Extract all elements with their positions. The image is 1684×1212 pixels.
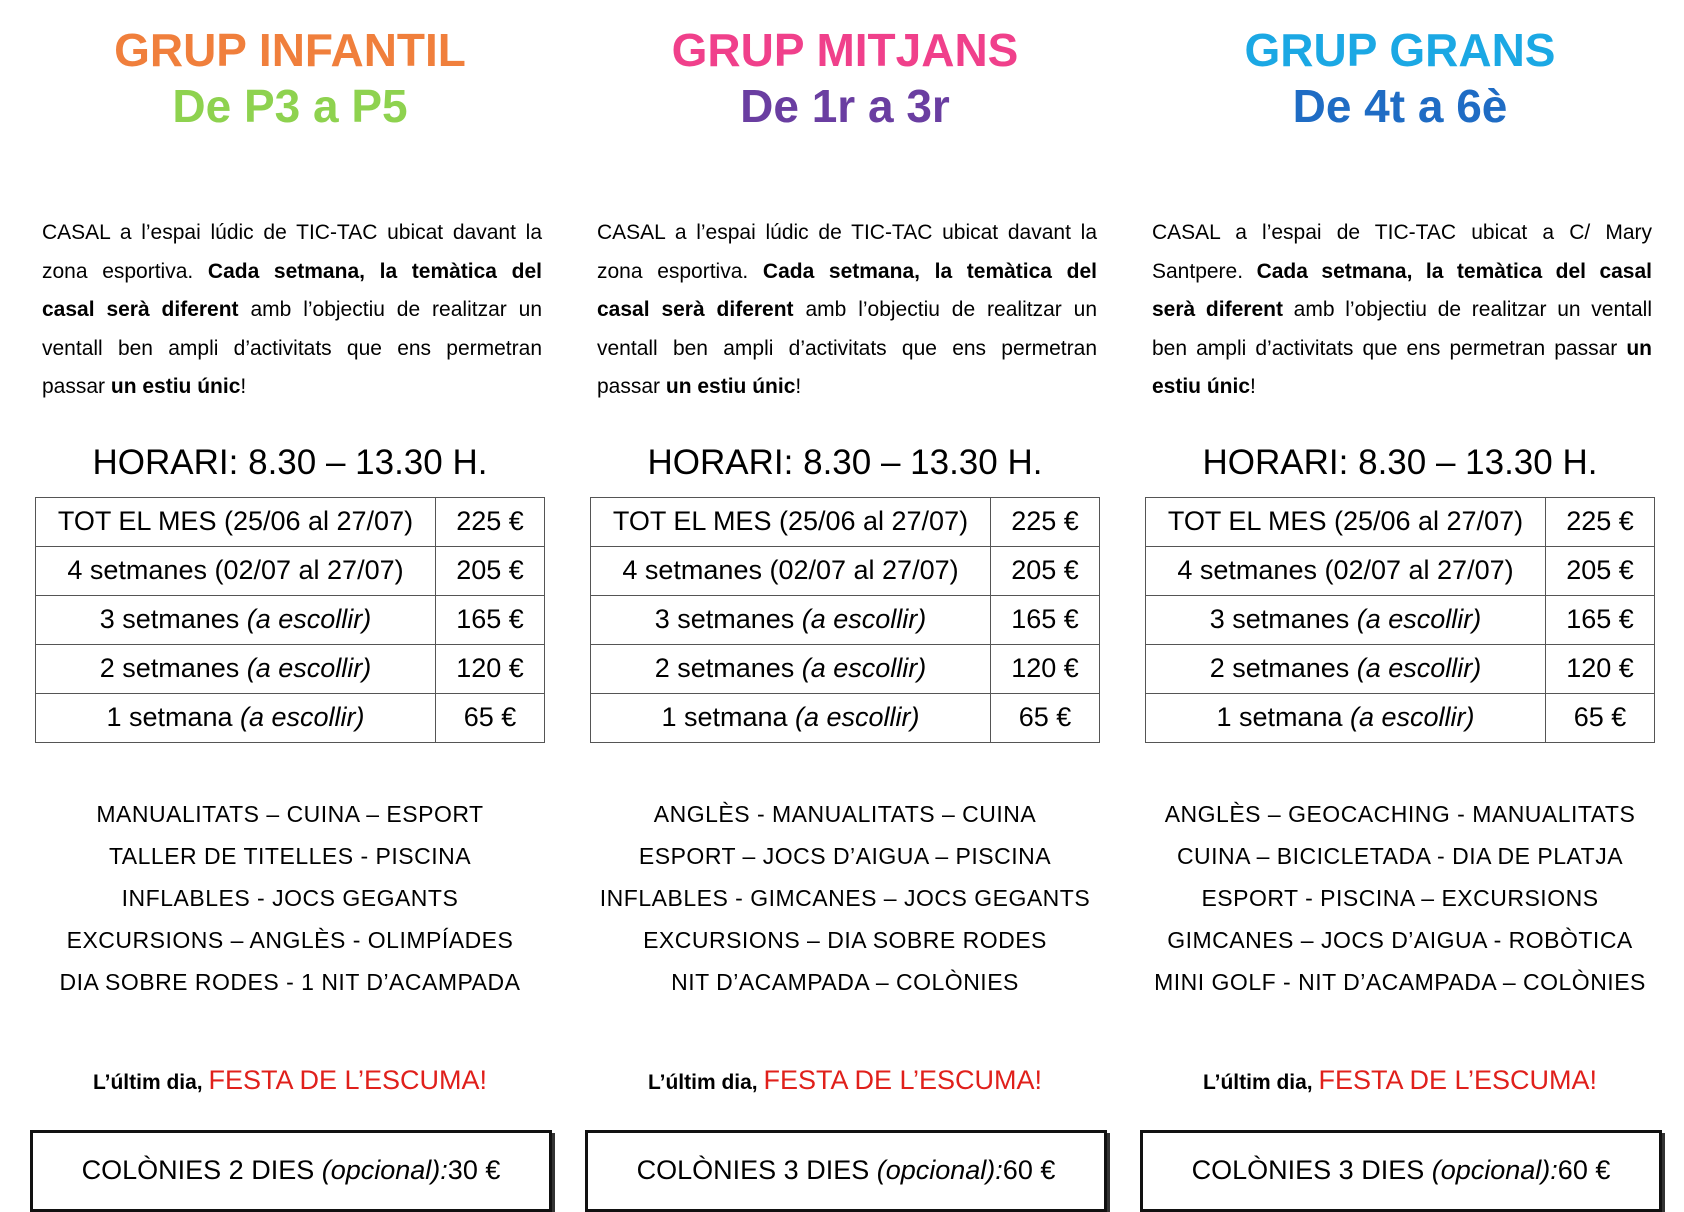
list-item: DIA SOBRE RODES - 1 NIT D’ACAMPADA (59, 968, 521, 995)
table-row (591, 644, 1100, 693)
colonies-box (585, 1130, 1107, 1212)
schedule-label: HORARI: (1202, 442, 1359, 482)
intro-bold: un estiu únic (1152, 336, 1652, 398)
last-day-label: L’últim dia, (92, 1070, 209, 1094)
table-row (591, 595, 1100, 644)
schedule-value: 8.30 – 13.30 H. (1358, 442, 1598, 482)
intro-bold: Cada setmana, la temàtica del casal serà diferent (42, 259, 542, 321)
list-item: GIMCANES – JOCS D’AIGUA - ROBÒTICA (1167, 926, 1633, 953)
price-label: 4 setmanes (02/07 al 27/07) (591, 546, 991, 595)
table-row (591, 497, 1100, 546)
group-intro (597, 214, 1097, 407)
colonies-note: (opcional): (876, 1155, 1003, 1185)
group-intro (1152, 214, 1652, 407)
table-row (591, 693, 1100, 742)
table-row (36, 546, 545, 595)
intro-text: amb l’objectiu de realitzar un ventall ben ampli d’activitats que ens permetran passar (42, 298, 542, 398)
intro-text: amb l’objectiu de realitzar un ventall ben ampli d’activitats que ens permetran passar (597, 298, 1097, 398)
table-row (36, 497, 545, 546)
intro-text: ! (1250, 375, 1256, 398)
intro-text: amb l’objectiu de realitzar un ventall ben ampli d’activitats que ens permetran passar (1152, 298, 1652, 360)
list-item: MANUALITATS – CUINA – ESPORT (96, 800, 484, 827)
last-day-note (30, 1063, 550, 1100)
price-amount: 225 € (436, 497, 545, 546)
group-grans (1140, 0, 1660, 1212)
price-label: 3 setmanes (a escollir) (1146, 595, 1546, 644)
schedule-label: HORARI: (647, 442, 804, 482)
price-amount: 120 € (991, 644, 1100, 693)
group-intro (42, 214, 542, 407)
list-item: ESPORT – JOCS D’AIGUA – PISCINA (638, 842, 1052, 869)
colonies-note: (opcional): (321, 1155, 448, 1185)
intro-bold: un estiu únic (665, 375, 796, 398)
list-item: CUINA – BICICLETADA - DIA DE PLATJA (1176, 842, 1624, 869)
colonies-box (30, 1130, 552, 1212)
colonies-price: 30 € (447, 1155, 501, 1185)
price-label: 1 setmana (a escollir) (591, 693, 991, 742)
intro-text: ! (795, 375, 802, 398)
intro-text: CASAL a l’espai lúdic de TIC-TAC ubicat davant la zona esportiva. (42, 221, 542, 283)
colonies-label: COLÒNIES 3 DIES (1191, 1155, 1425, 1185)
price-table (590, 497, 1100, 743)
activities-list (1140, 793, 1660, 1003)
price-amount: 65 € (436, 693, 545, 742)
table-row (1146, 546, 1655, 595)
price-amount: 65 € (991, 693, 1100, 742)
price-table (1145, 497, 1655, 743)
list-item: MINI GOLF - NIT D’ACAMPADA – COLÒNIES (1154, 968, 1646, 995)
price-label: 2 setmanes (a escollir) (591, 644, 991, 693)
list-item: EXCURSIONS – ANGLÈS - OLIMPÍADES (66, 926, 514, 953)
price-amount: 65 € (1546, 693, 1655, 742)
colonies-label: COLÒNIES 3 DIES (636, 1155, 870, 1185)
list-item: ANGLÈS - MANUALITATS – CUINA (653, 800, 1037, 827)
table-row (1146, 595, 1655, 644)
table-row (36, 595, 545, 644)
list-item: ESPORT - PISCINA – EXCURSIONS (1201, 884, 1599, 911)
last-day-note (1140, 1063, 1660, 1100)
last-day-label: L’últim dia, (1202, 1070, 1319, 1094)
price-table (35, 497, 545, 743)
intro-bold: un estiu únic (110, 375, 241, 398)
list-item: ANGLÈS – GEOCACHING - MANUALITATS (1164, 800, 1636, 827)
schedule-value: 8.30 – 13.30 H. (803, 442, 1043, 482)
last-day-note (585, 1063, 1105, 1100)
price-label: 1 setmana (a escollir) (36, 693, 436, 742)
price-amount: 205 € (436, 546, 545, 595)
last-day-event: FESTA DE L’ESCUMA! (1318, 1064, 1598, 1095)
price-amount: 225 € (991, 497, 1100, 546)
price-label: 2 setmanes (a escollir) (36, 644, 436, 693)
price-label: 2 setmanes (a escollir) (1146, 644, 1546, 693)
intro-bold: Cada setmana, la temàtica del casal serà diferent (597, 259, 1097, 321)
schedule (585, 441, 1105, 485)
table-row (1146, 497, 1655, 546)
intro-text: CASAL a l’espai de TIC-TAC ubicat a C/ Mary Santpere. (1152, 221, 1652, 283)
colonies-note: (opcional): (1431, 1155, 1558, 1185)
activities-list (30, 793, 550, 1003)
last-day-label: L’últim dia, (647, 1070, 764, 1094)
colonies-box (1140, 1130, 1662, 1212)
list-item: NIT D’ACAMPADA – COLÒNIES (671, 968, 1019, 995)
colonies-price: 60 € (1002, 1155, 1056, 1185)
table-row (1146, 693, 1655, 742)
intro-text: CASAL a l’espai lúdic de TIC-TAC ubicat davant la zona esportiva. (597, 221, 1097, 283)
group-title: GRUP INFANTIL (114, 24, 466, 76)
group-infantil (30, 0, 550, 1212)
price-amount: 120 € (1546, 644, 1655, 693)
colonies-label: COLÒNIES 2 DIES (81, 1155, 315, 1185)
table-row (36, 644, 545, 693)
price-label: 4 setmanes (02/07 al 27/07) (1146, 546, 1546, 595)
intro-text: ! (240, 375, 247, 398)
list-item: INFLABLES - JOCS GEGANTS (121, 884, 459, 911)
group-subtitle: De 1r a 3r (740, 80, 950, 132)
price-amount: 225 € (1546, 497, 1655, 546)
price-label: TOT EL MES (25/06 al 27/07) (1146, 497, 1546, 546)
price-label: 3 setmanes (a escollir) (591, 595, 991, 644)
price-amount: 205 € (991, 546, 1100, 595)
schedule-label: HORARI: (92, 442, 249, 482)
colonies-price: 60 € (1557, 1155, 1611, 1185)
group-subtitle: De P3 a P5 (172, 80, 408, 132)
price-amount: 165 € (436, 595, 545, 644)
price-amount: 205 € (1546, 546, 1655, 595)
schedule-value: 8.30 – 13.30 H. (248, 442, 488, 482)
last-day-event: FESTA DE L’ESCUMA! (763, 1064, 1043, 1095)
list-item: EXCURSIONS – DIA SOBRE RODES (643, 926, 1047, 953)
price-amount: 165 € (991, 595, 1100, 644)
price-label: TOT EL MES (25/06 al 27/07) (36, 497, 436, 546)
price-label: 4 setmanes (02/07 al 27/07) (36, 546, 436, 595)
group-title: GRUP GRANS (1244, 24, 1556, 76)
schedule (1140, 441, 1660, 485)
group-mitjans (585, 0, 1105, 1212)
price-amount: 165 € (1546, 595, 1655, 644)
list-item: TALLER DE TITELLES - PISCINA (108, 842, 472, 869)
price-amount: 120 € (436, 644, 545, 693)
price-label: 1 setmana (a escollir) (1146, 693, 1546, 742)
intro-bold: Cada setmana, la temàtica del casal serà diferent (1152, 259, 1653, 321)
last-day-event: FESTA DE L’ESCUMA! (208, 1064, 488, 1095)
table-row (1146, 644, 1655, 693)
group-subtitle: De 4t a 6è (1292, 80, 1508, 132)
price-label: 3 setmanes (a escollir) (36, 595, 436, 644)
schedule (30, 441, 550, 485)
table-row (591, 546, 1100, 595)
table-row (36, 693, 545, 742)
price-label: TOT EL MES (25/06 al 27/07) (591, 497, 991, 546)
activities-list (585, 793, 1105, 1003)
list-item: INFLABLES - GIMCANES – JOCS GEGANTS (599, 884, 1091, 911)
group-title: GRUP MITJANS (671, 24, 1019, 76)
